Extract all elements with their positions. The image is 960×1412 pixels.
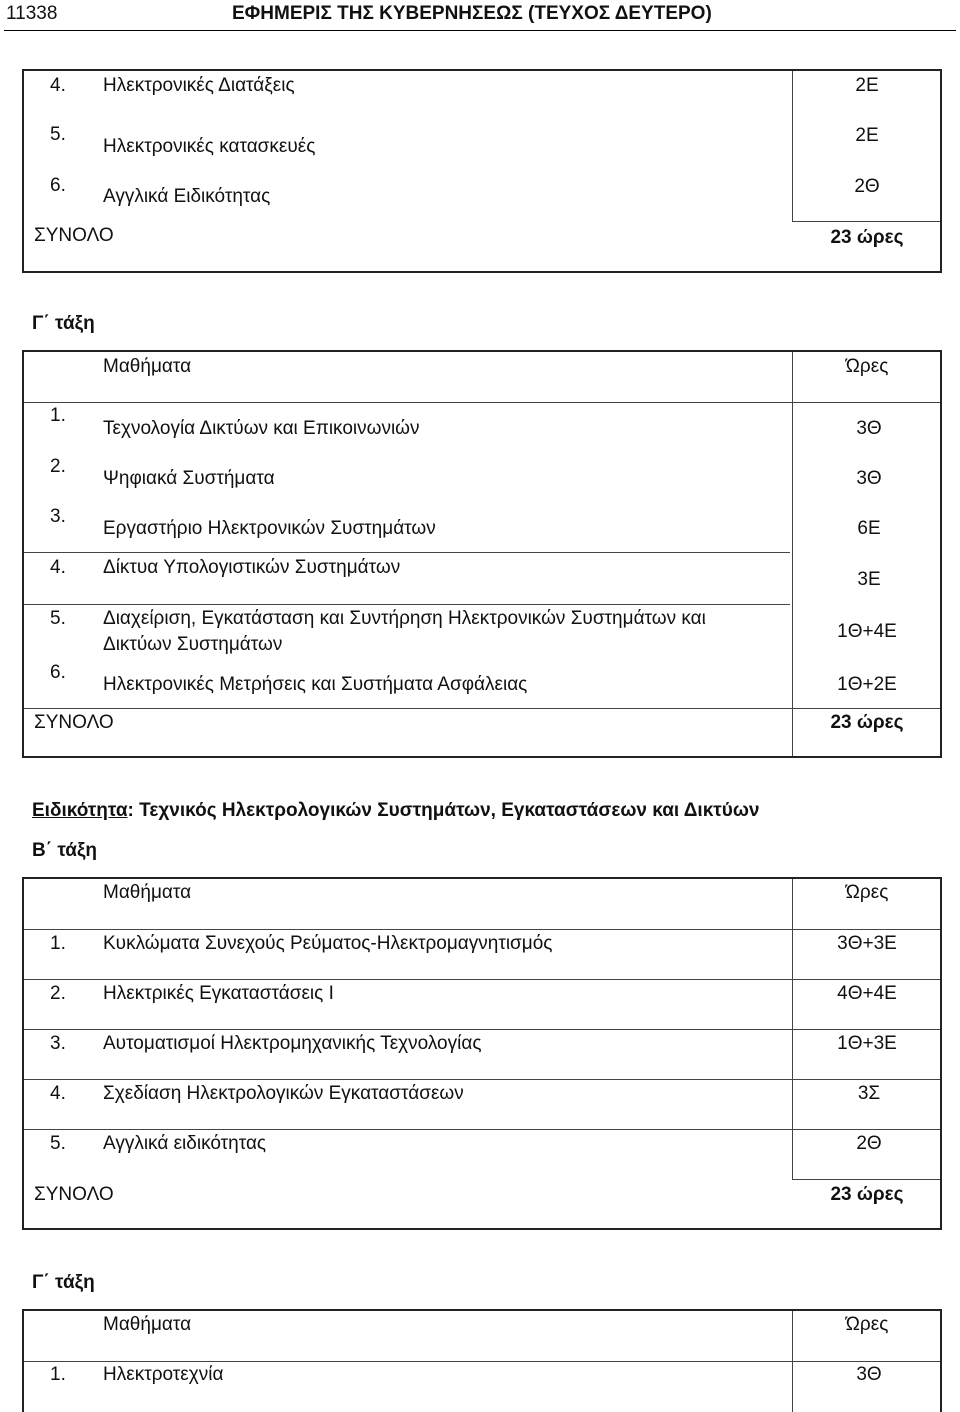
- total-hours: 23 ώρες: [830, 712, 904, 733]
- page-number: 11338: [6, 3, 58, 24]
- column-header-courses: Μαθήματα: [103, 882, 192, 903]
- course-name: Αγγλικά ειδικότητας: [103, 1133, 267, 1154]
- row-number: 1.: [50, 933, 66, 954]
- course-hours: 3Θ+3Ε: [837, 933, 897, 954]
- header-rule: [4, 30, 956, 31]
- row-number: 3.: [50, 1033, 66, 1054]
- course-name: Σχεδίαση Ηλεκτρολογικών Εγκαταστάσεων: [103, 1083, 464, 1104]
- course-name: Διαχείριση, Εγκατάσταση και Συντήρηση Ηλεκτρονικών Συστημάτων και: [103, 608, 706, 629]
- row-number: 1.: [50, 405, 66, 426]
- row-number: 2.: [50, 983, 66, 1004]
- table-continuation: [22, 69, 942, 273]
- row-divider: [24, 1361, 940, 1362]
- row-number: 3.: [50, 506, 66, 527]
- row-divider: [24, 402, 940, 403]
- row-number: 2.: [50, 456, 66, 477]
- column-header-hours: Ώρες: [845, 356, 889, 377]
- row-divider: [24, 604, 790, 605]
- course-name: Ηλεκτρονικές Μετρήσεις και Συστήματα Ασφάλειας: [103, 674, 528, 695]
- course-name: Ηλεκτρονικές Διατάξεις: [103, 75, 295, 96]
- course-hours: 6Ε: [857, 518, 881, 539]
- row-divider: [24, 979, 940, 980]
- row-divider: [24, 1129, 940, 1130]
- table-class-c: [22, 350, 942, 758]
- row-divider: [24, 1079, 940, 1080]
- table-class-c-2: [22, 1309, 942, 1412]
- row-divider: [792, 221, 940, 222]
- row-divider: [792, 1179, 940, 1180]
- course-name-line2: Δικτύων Συστημάτων: [103, 634, 283, 655]
- row-number: 4.: [50, 1083, 66, 1104]
- course-hours: 3Θ: [856, 418, 882, 439]
- section-heading: Β΄ τάξη: [32, 840, 98, 861]
- row-number: 6.: [50, 662, 66, 683]
- total-hours: 23 ώρες: [830, 1184, 904, 1205]
- page-header: [0, 0, 960, 30]
- course-hours: 2Ε: [855, 125, 879, 146]
- course-hours: 1Θ+3Ε: [837, 1033, 897, 1054]
- course-name: Τεχνολογία Δικτύων και Επικοινωνιών: [103, 418, 420, 439]
- row-number: 6.: [50, 175, 66, 196]
- course-hours: 3Θ: [856, 468, 882, 489]
- course-name: Αυτοματισμοί Ηλεκτρομηχανικής Τεχνολογίας: [103, 1033, 482, 1054]
- specialty-heading: [32, 800, 759, 822]
- course-name: Ηλεκτροτεχνία: [103, 1364, 224, 1385]
- gazette-title: ΕΦΗΜΕΡΙΣ ΤΗΣ ΚΥΒΕΡΝΗΣΕΩΣ (ΤΕΥΧΟΣ ΔΕΥΤΕΡΟ): [232, 3, 712, 24]
- table-class-b: [22, 877, 942, 1230]
- column-header-courses: Μαθήματα: [103, 356, 192, 377]
- column-header-hours: Ώρες: [845, 1314, 889, 1335]
- row-divider: [24, 1029, 940, 1030]
- row-divider: [24, 708, 940, 709]
- section-heading: Γ΄ τάξη: [32, 1272, 95, 1293]
- row-number: 5.: [50, 124, 66, 145]
- course-hours: 4Θ+4Ε: [837, 983, 897, 1004]
- total-label: ΣΥΝΟΛΟ: [34, 712, 114, 733]
- row-divider: [24, 552, 790, 553]
- course-name: Εργαστήριο Ηλεκτρονικών Συστημάτων: [103, 518, 436, 539]
- row-divider: [24, 929, 940, 930]
- course-hours: 3Σ: [857, 1083, 881, 1104]
- row-number: 4.: [50, 75, 66, 96]
- course-hours: 3Ε: [857, 569, 881, 590]
- row-number: 5.: [50, 608, 66, 629]
- course-hours: 2Θ: [854, 176, 880, 197]
- row-number: 1.: [50, 1364, 66, 1385]
- total-label: ΣΥΝΟΛΟ: [34, 225, 114, 246]
- row-number: 4.: [50, 557, 66, 578]
- specialty-label: Ειδικότητα: [32, 800, 128, 821]
- row-number: 5.: [50, 1133, 66, 1154]
- specialty-name: : Τεχνικός Ηλεκτρολογικών Συστημάτων, Εγκαταστάσεων και Δικτύων: [127, 800, 760, 821]
- course-name: Αγγλικά Ειδικότητας: [103, 186, 271, 207]
- course-name: Δίκτυα Υπολογιστικών Συστημάτων: [103, 557, 401, 578]
- column-header-hours: Ώρες: [845, 882, 889, 903]
- total-hours: 23 ώρες: [830, 227, 904, 248]
- course-name: Ηλεκτρικές Εγκαταστάσεις Ι: [103, 983, 334, 1004]
- course-hours: 1Θ+2Ε: [837, 674, 897, 695]
- course-name: Ηλεκτρονικές κατασκευές: [103, 136, 316, 157]
- course-name: Ψηφιακά Συστήματα: [103, 468, 275, 489]
- total-label: ΣΥΝΟΛΟ: [34, 1184, 114, 1205]
- course-name: Κυκλώματα Συνεχούς Ρεύματος-Ηλεκτρομαγνητισμός: [103, 933, 553, 954]
- column-header-courses: Μαθήματα: [103, 1314, 192, 1335]
- course-hours: 2Ε: [855, 75, 879, 96]
- course-hours: 1Θ+4Ε: [837, 621, 897, 642]
- section-heading: Γ΄ τάξη: [32, 313, 95, 334]
- course-hours: 2Θ: [856, 1133, 882, 1154]
- course-hours: 3Θ: [856, 1364, 882, 1385]
